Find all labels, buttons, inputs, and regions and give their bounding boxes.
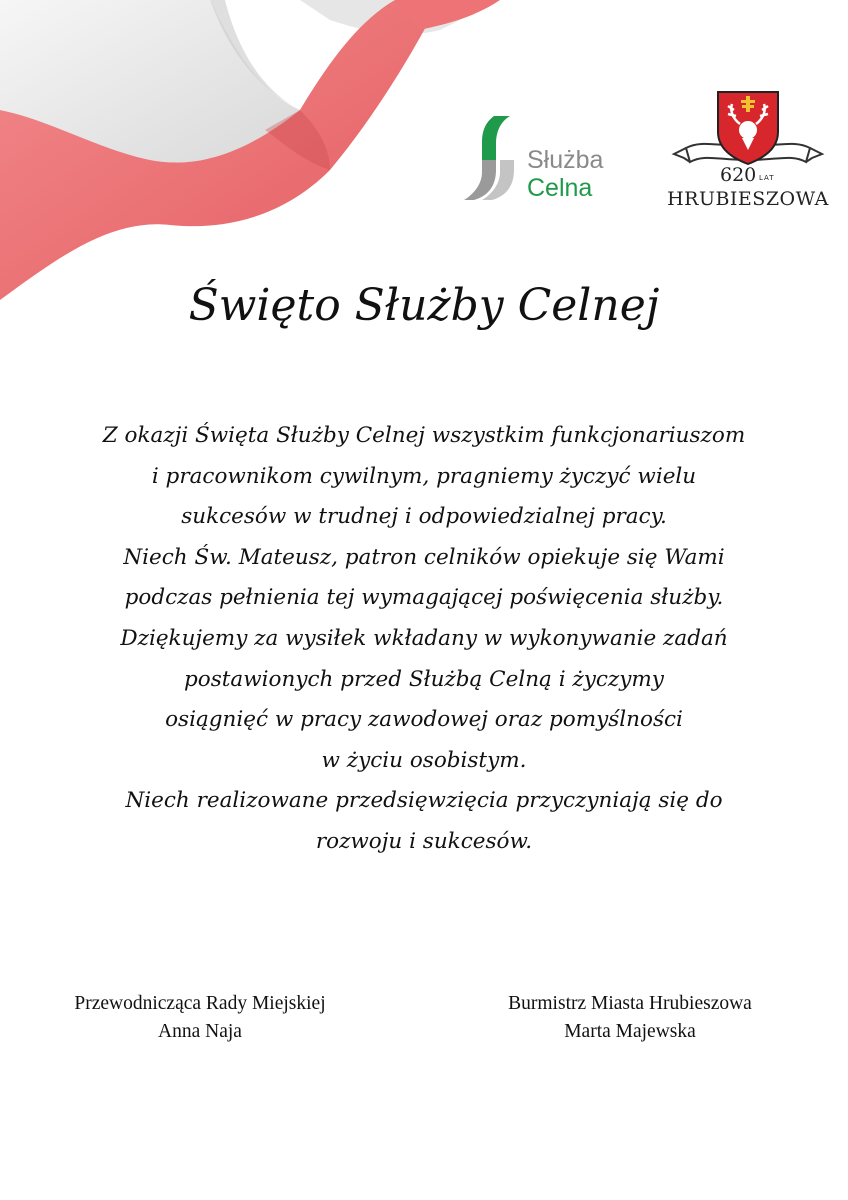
signature-left [20, 990, 380, 1046]
message-line: osiągnięć w pracy zawodowej oraz pomyślności [165, 707, 683, 733]
message-line: w życiu osobistym. [321, 747, 527, 773]
celna-word: Celna [527, 174, 593, 202]
message-line: i pracownikom cywilnym, pragniemy życzyć wielu [151, 463, 697, 489]
signature-right-role: Burmistrz Miasta Hrubieszowa [508, 993, 752, 1014]
message-line: Niech Św. Mateusz, patron celników opiekuje się Wami [123, 544, 725, 570]
page-title: Święto Służby Celnej [188, 280, 660, 331]
polish-flag-ribbon [0, 0, 520, 320]
hrubieszow-620-logo [656, 88, 840, 216]
message-line: rozwoju i sukcesów. [315, 828, 533, 854]
sluzba-celna-emblem-icon [460, 112, 524, 204]
signature-right-name: Marta Majewska [564, 1021, 696, 1042]
message-line: Z okazji Święta Służby Celnej wszystkim funkcjonariuszom [102, 423, 746, 448]
message-line: Niech realizowane przedsięwzięcia przyczyniają się do [125, 788, 723, 814]
anniversary-lat-label: LAT [759, 174, 775, 182]
anniversary-number: 620 [720, 164, 757, 186]
sluzba-celna-logo [460, 112, 640, 204]
message-line: Dziękujemy za wysiłek wkładany w wykonywanie zadań [120, 625, 728, 651]
sluzba-word: Służba [527, 146, 604, 174]
signature-left-name: Anna Naja [158, 1021, 242, 1042]
message-line: postawionych przed Służbą Celną i życzymy [184, 666, 664, 692]
town-name: HRUBIESZOWA [667, 188, 829, 210]
greeting-message [20, 416, 828, 863]
message-line: sukcesów w trudnej i odpowiedzialnej pracy. [181, 504, 667, 530]
signature-right [450, 990, 810, 1046]
message-line: podczas pełnienia tej wymagającej poświęcenia służby. [124, 585, 724, 611]
signature-left-role: Przewodnicząca Rady Miejskiej [74, 993, 326, 1014]
